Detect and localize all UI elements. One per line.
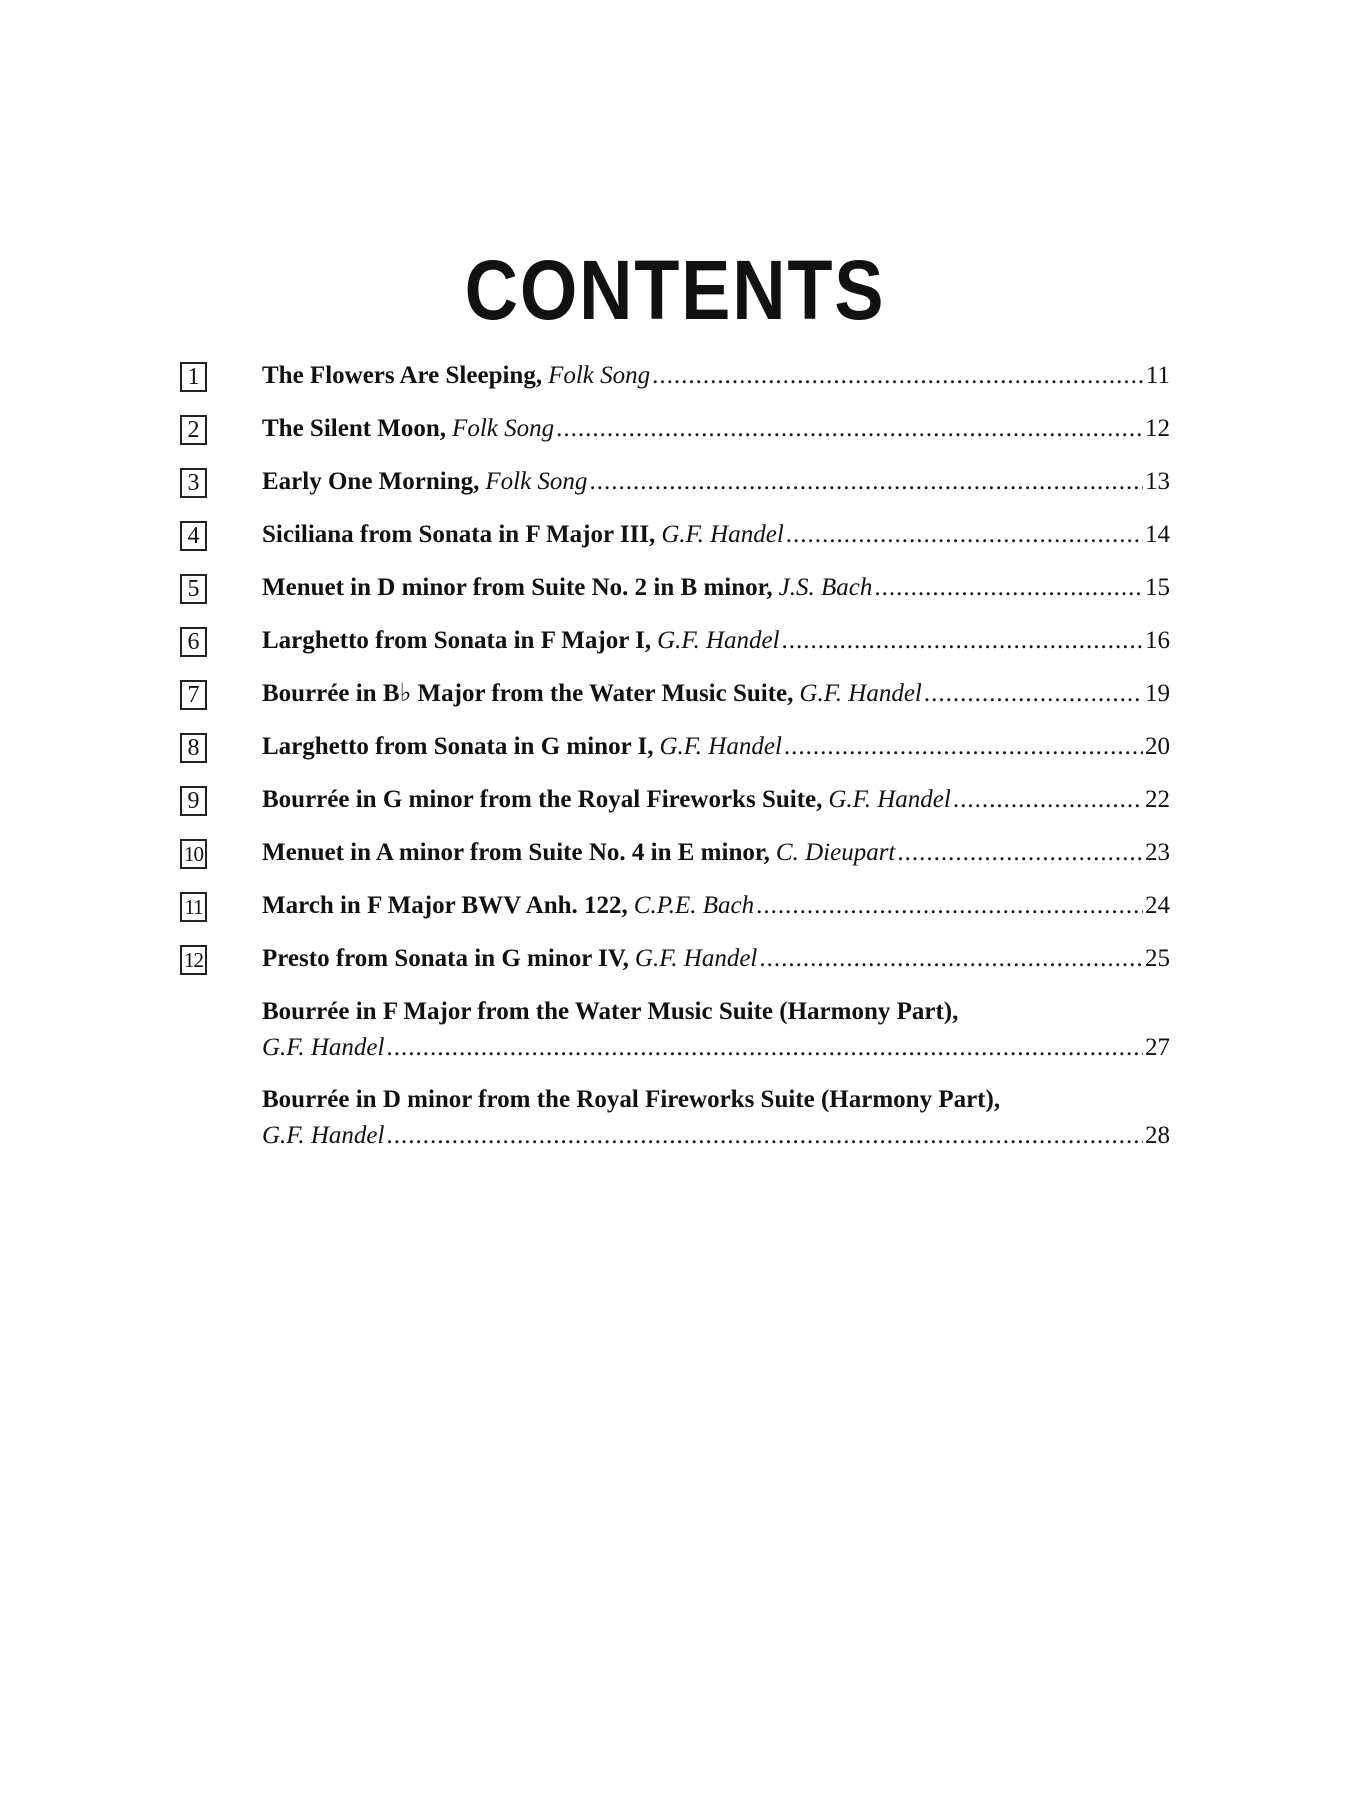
composer: G.F. Handel <box>657 627 780 654</box>
dot-leader <box>786 517 1143 553</box>
page-number: 20 <box>1145 733 1170 760</box>
composer: Folk Song <box>485 468 588 495</box>
toc-line <box>262 1082 1170 1118</box>
piece-title: Siciliana from Sonata in F Major III, <box>262 521 656 548</box>
toc-line <box>262 570 1170 606</box>
toc-line <box>262 782 1170 818</box>
track-number-box: 6 <box>180 627 207 657</box>
dot-leader <box>953 782 1143 818</box>
track-number-box: 7 <box>180 680 207 710</box>
piece-title: Larghetto from Sonata in F Major I, <box>262 627 652 654</box>
composer: G.F. Handel <box>828 786 951 813</box>
toc-line <box>262 835 1170 871</box>
page-number: 23 <box>1145 839 1170 866</box>
dot-leader <box>652 358 1144 394</box>
dot-leader <box>759 941 1143 977</box>
toc-line <box>262 729 1170 765</box>
page-number: 16 <box>1145 627 1170 654</box>
page-number: 24 <box>1145 892 1170 919</box>
dot-leader <box>784 729 1143 765</box>
piece-title: The Silent Moon, <box>262 415 447 442</box>
dot-leader <box>386 1030 1143 1066</box>
page-number: 15 <box>1145 574 1170 601</box>
toc-line <box>262 411 1170 447</box>
track-number-box: 5 <box>180 574 207 604</box>
page-number: 12 <box>1145 415 1170 442</box>
page-number: 13 <box>1145 468 1170 495</box>
toc-line <box>262 1030 1170 1066</box>
track-number-box: 8 <box>180 733 207 763</box>
composer: G.F. Handel <box>634 945 758 972</box>
composer: G.F. Handel <box>262 1034 385 1061</box>
composer: J.S. Bach <box>778 574 873 601</box>
composer: G.F. Handel <box>799 680 922 707</box>
dot-leader <box>556 411 1143 447</box>
page-number: 19 <box>1145 680 1170 707</box>
track-number-box: 10 <box>180 839 207 869</box>
toc-line <box>262 1118 1170 1154</box>
dot-leader <box>782 623 1143 659</box>
toc-entry-harmony[interactable] <box>180 994 1170 1082</box>
toc-entry[interactable] <box>180 570 1170 623</box>
table-of-contents <box>180 358 1170 1170</box>
toc-line <box>262 517 1170 553</box>
composer: G.F. Handel <box>659 733 782 760</box>
toc-line <box>262 358 1170 394</box>
toc-line <box>262 941 1170 977</box>
toc-entry[interactable] <box>180 676 1170 729</box>
toc-entry[interactable] <box>180 464 1170 517</box>
piece-title: March in F Major BWV Anh. 122, <box>262 892 628 919</box>
composer: C. Dieupart <box>775 839 896 866</box>
composer: G.F. Handel <box>262 1122 385 1149</box>
piece-title: Early One Morning, <box>262 468 480 495</box>
page-number: 11 <box>1145 362 1170 389</box>
piece-title: Presto from Sonata in G minor IV, <box>262 945 629 972</box>
piece-title: Menuet in A minor from Suite No. 4 in E minor, <box>262 839 770 866</box>
toc-entry[interactable] <box>180 729 1170 782</box>
page-number: 27 <box>1145 1034 1170 1061</box>
piece-title: Menuet in D minor from Suite No. 2 in B minor, <box>262 574 773 601</box>
piece-title: Bourrée in G minor from the Royal Fireworks Suite, <box>262 786 823 813</box>
piece-title: Larghetto from Sonata in G minor I, <box>262 733 654 760</box>
track-number-box: 11 <box>180 892 207 922</box>
toc-entry[interactable] <box>180 623 1170 676</box>
track-number-box: 4 <box>180 521 207 551</box>
dot-leader <box>589 464 1143 500</box>
toc-line <box>262 676 1170 712</box>
toc-line <box>262 994 1170 1030</box>
track-number-box: 2 <box>180 415 207 445</box>
dot-leader <box>756 888 1143 924</box>
track-number-box: 1 <box>180 362 207 392</box>
dot-leader <box>924 676 1143 712</box>
dot-leader <box>874 570 1143 606</box>
piece-title: Bourrée in F Major from the Water Music Suite (Harmony Part), <box>262 998 959 1025</box>
piece-title: The Flowers Are Sleeping, <box>262 362 543 389</box>
toc-entry[interactable] <box>180 941 1170 994</box>
toc-entry[interactable] <box>180 782 1170 835</box>
page-number: 22 <box>1145 786 1170 813</box>
page-number: 28 <box>1145 1122 1170 1149</box>
toc-entry[interactable] <box>180 358 1170 411</box>
toc-entry-harmony[interactable] <box>180 1082 1170 1170</box>
page-number: 14 <box>1145 521 1170 548</box>
piece-title: Bourrée in D minor from the Royal Fireworks Suite (Harmony Part), <box>262 1086 1001 1113</box>
composer: C.P.E. Bach <box>633 892 755 919</box>
toc-entry[interactable] <box>180 411 1170 464</box>
toc-line <box>262 623 1170 659</box>
dot-leader <box>897 835 1143 871</box>
toc-entry[interactable] <box>180 517 1170 570</box>
dot-leader <box>386 1118 1143 1154</box>
track-number-box: 9 <box>180 786 207 816</box>
track-number-box: 12 <box>180 945 207 975</box>
toc-entry[interactable] <box>180 835 1170 888</box>
page-number: 25 <box>1145 945 1170 972</box>
toc-entry[interactable] <box>180 888 1170 941</box>
toc-line <box>262 464 1170 500</box>
composer: Folk Song <box>548 362 651 389</box>
piece-title: Bourrée in B♭ Major from the Water Music Suite, <box>262 680 794 707</box>
toc-line <box>262 888 1170 924</box>
track-number-box: 3 <box>180 468 207 498</box>
composer: Folk Song <box>452 415 555 442</box>
composer: G.F. Handel <box>661 521 784 548</box>
page-title: CONTENTS <box>464 243 886 337</box>
